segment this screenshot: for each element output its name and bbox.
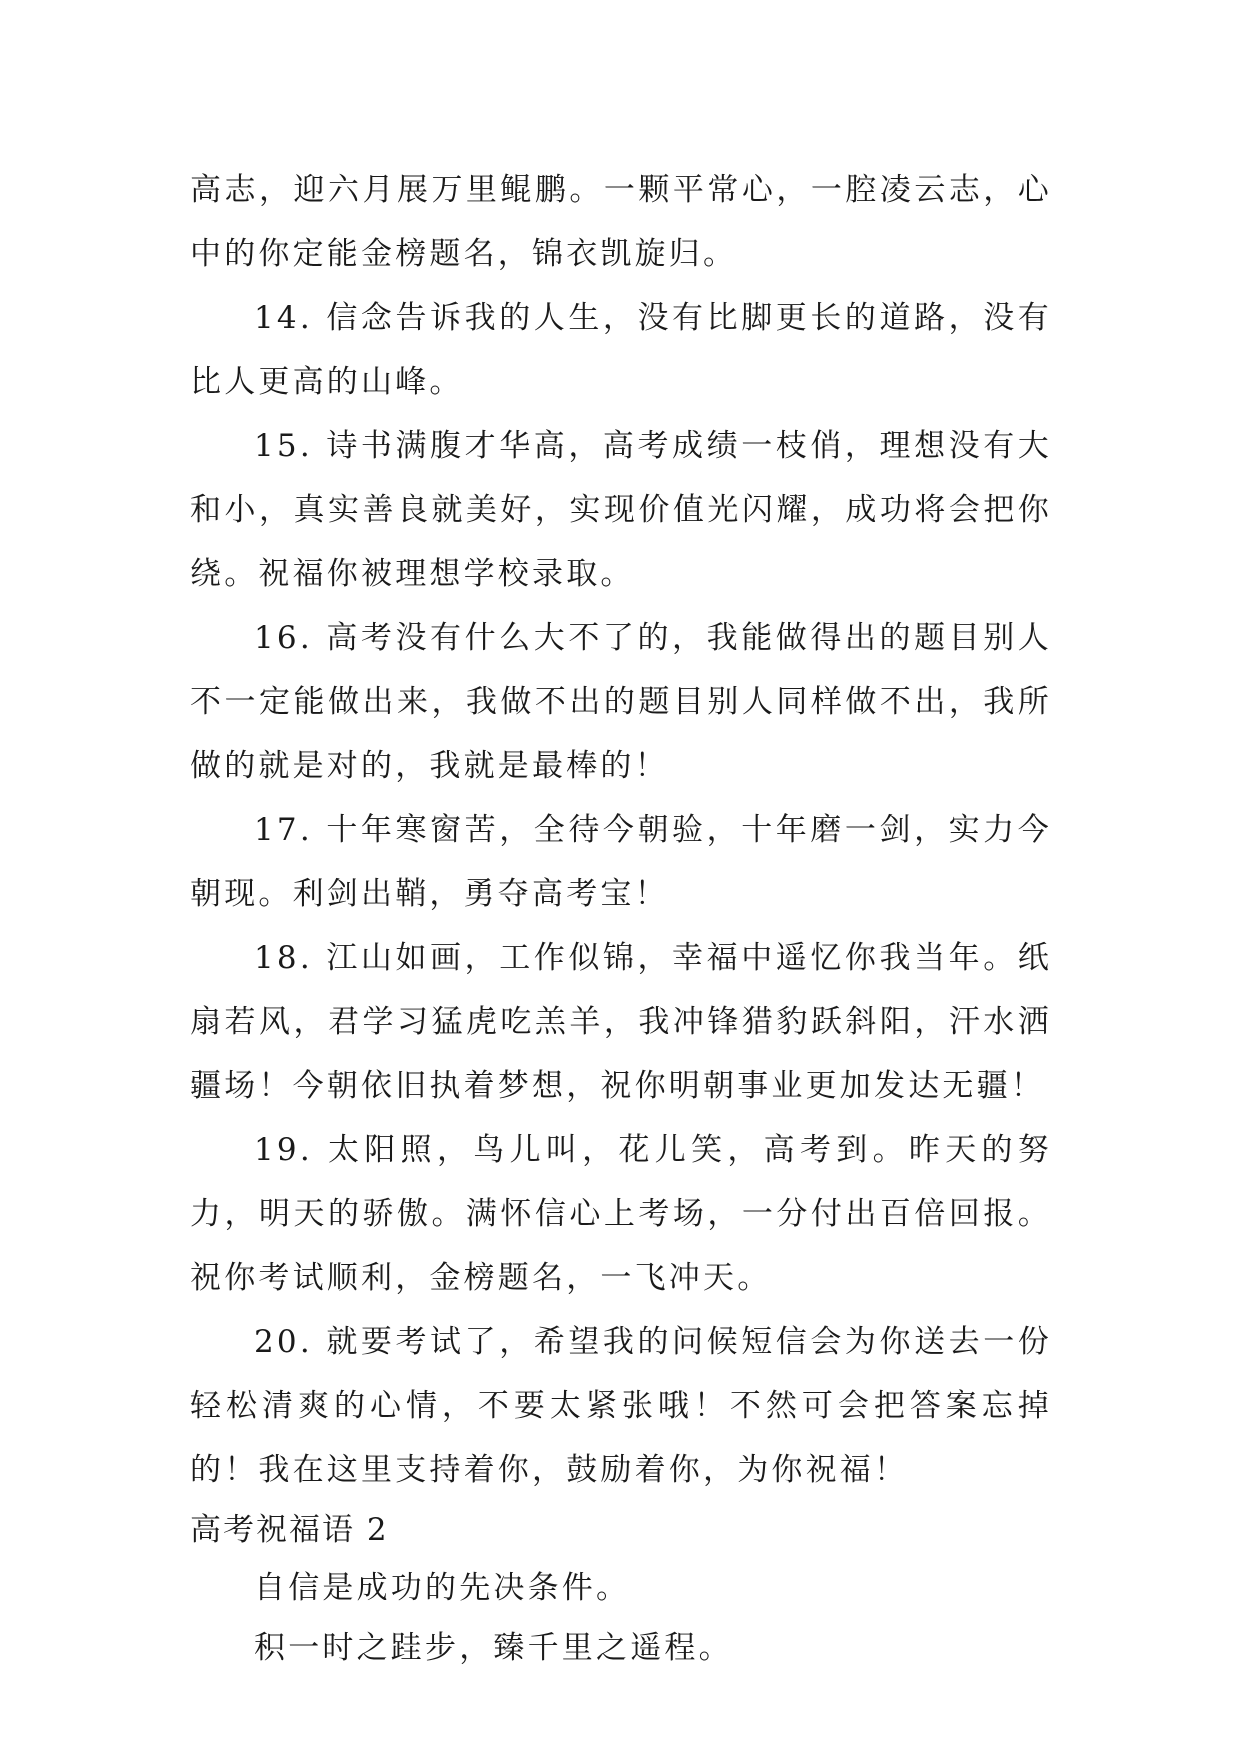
paragraph-item-14: 14. 信念告诉我的人生，没有比脚更长的道路，没有比人更高的山峰。 — [190, 300, 1052, 400]
section-heading: 高考祝福语 2 — [190, 1512, 389, 1548]
paragraph-continuation: 高志，迎六月展万里鲲鹏。一颗平常心，一腔凌云志，心中的你定能金榜题名，锦衣凯旋归。 — [190, 172, 1052, 272]
paragraph-item-20: 20. 就要考试了，希望我的问候短信会为你送去一份轻松清爽的心情，不要太紧张哦！不然可会把答案忘掉的！我在这里支持着你，鼓励着你，为你祝福！ — [190, 1324, 1052, 1488]
short-line: 积一时之跬步，臻千里之遥程。 — [254, 1630, 733, 1666]
paragraph-item-16: 16. 高考没有什么大不了的，我能做得出的题目别人不一定能做出来，我做不出的题目别人同样做不出，我所做的就是对的，我就是最棒的！ — [190, 620, 1052, 784]
paragraph-item-17: 17. 十年寒窗苦，全待今朝验，十年磨一剑，实力今朝现。利剑出鞘，勇夺高考宝！ — [190, 812, 1052, 912]
paragraph-item-18: 18. 江山如画，工作似锦，幸福中遥忆你我当年。纸扇若风，君学习猛虎吃羔羊，我冲锋猎豹跃斜阳，汗水洒疆场！今朝依旧执着梦想，祝你明朝事业更加发达无疆！ — [190, 940, 1052, 1104]
short-line: 自信是成功的先决条件。 — [254, 1570, 631, 1606]
paragraph-item-15: 15. 诗书满腹才华高，高考成绩一枝俏，理想没有大和小，真实善良就美好，实现价值光闪耀，成功将会把你绕。祝福你被理想学校录取。 — [190, 428, 1052, 592]
paragraph-item-19: 19. 太阳照，鸟儿叫，花儿笑，高考到。昨天的努力，明天的骄傲。满怀信心上考场，一分付出百倍回报。祝你考试顺利，金榜题名，一飞冲天。 — [190, 1132, 1052, 1296]
document-page — [190, 158, 1052, 1678]
